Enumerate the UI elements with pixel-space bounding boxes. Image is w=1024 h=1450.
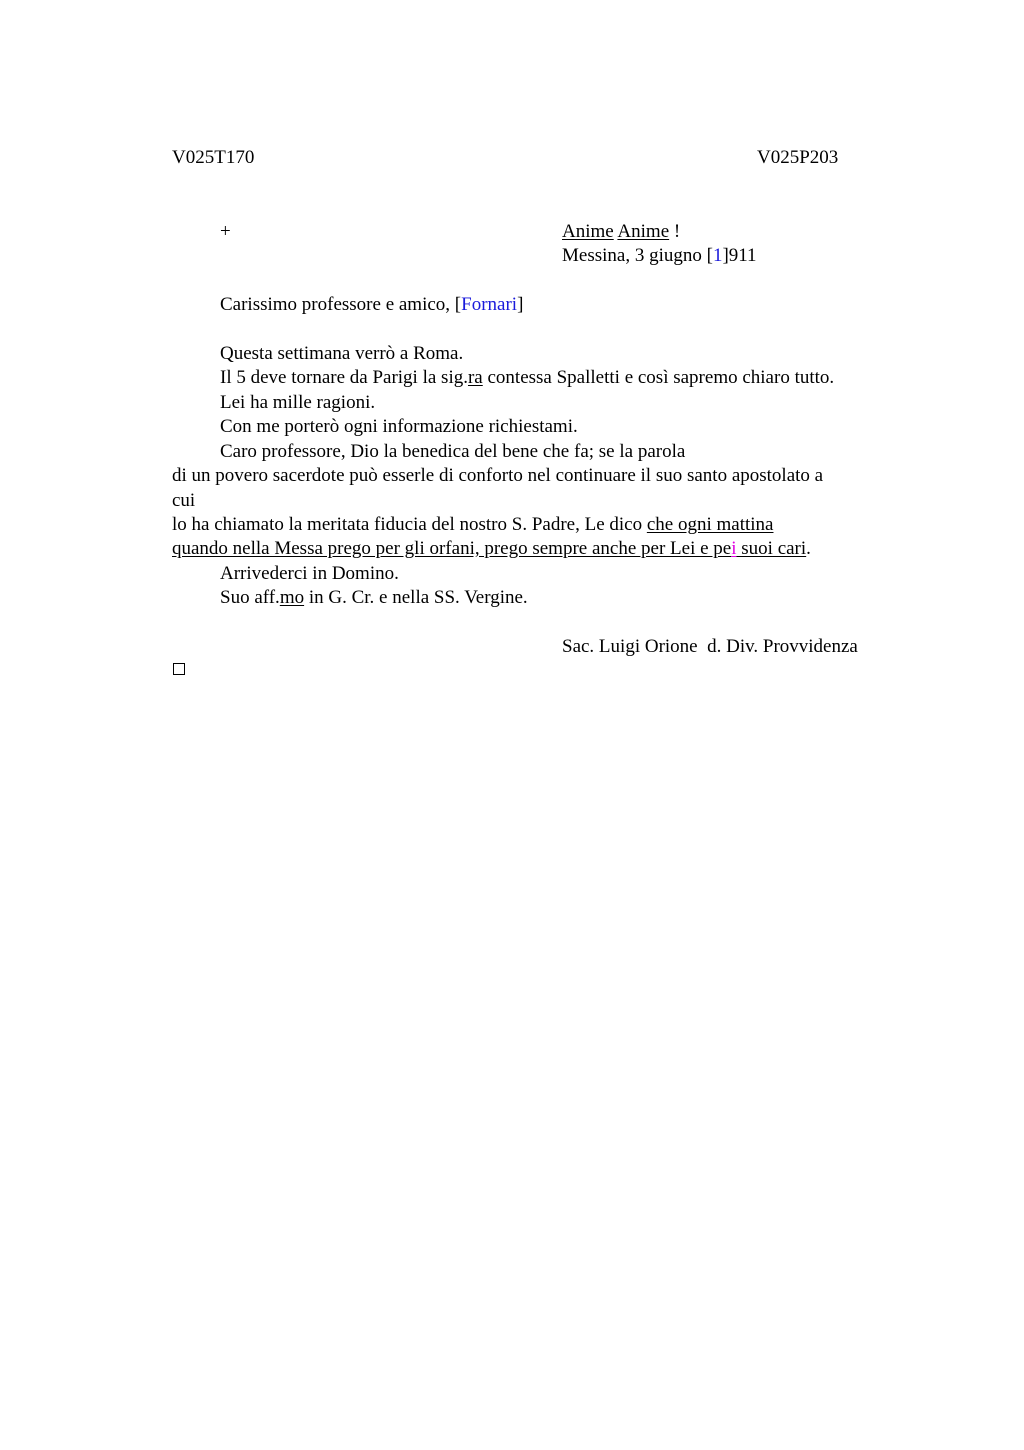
body-line-2-pre: Il 5 deve tornare da Parigi la sig.	[220, 367, 468, 388]
dateline	[562, 244, 757, 268]
body-line-5: Caro professore, Dio la benedica del bene che fa; se la parola	[220, 441, 686, 462]
body-line-11-pre: Suo aff.	[220, 587, 280, 608]
body-line-11-post: in G. Cr. e nella SS. Vergine.	[304, 587, 528, 608]
signature: Sac. Luigi Orione d. Div. Provvidenza	[562, 636, 858, 657]
body-line-3: Lei ha mille ragioni.	[220, 392, 376, 413]
salutation	[220, 293, 523, 317]
body-line-1: Questa settimana verrò a Roma.	[220, 343, 464, 364]
motto-word-2: Anime	[617, 221, 670, 242]
body-line-10: Arrivederci in Domino.	[220, 563, 399, 584]
body-line-9-underlined-2: suoi cari	[736, 538, 807, 559]
dateline-insert: 1	[712, 245, 723, 266]
body-line-4: Con me porterò ogni informazione richiestami.	[220, 416, 578, 437]
body-line-9-insert: i	[731, 538, 737, 559]
end-square-icon	[173, 663, 185, 675]
body-line-6: di un povero sacerdote può esserle di conforto nel continuare il suo santo apostolato a	[172, 465, 824, 486]
body-line-11	[220, 586, 528, 610]
cross-mark: +	[220, 221, 231, 242]
motto-exclaim: !	[673, 221, 681, 242]
body-line-8-pre: lo ha chiamato la meritata fiducia del nostro S. Padre, Le dico	[172, 514, 647, 535]
body-line-9-end: .	[806, 538, 811, 559]
body-line-9-underlined-1: quando nella Messa prego per gli orfani, prego sempre anche per Lei e pe	[172, 538, 732, 559]
body-line-9	[172, 537, 811, 561]
dateline-post: ]911	[722, 245, 757, 266]
salutation-post: ]	[517, 294, 524, 315]
body-line-2	[220, 366, 834, 390]
salutation-pre: Carissimo professore e amico, [	[220, 294, 462, 315]
body-line-2-post: contessa Spalletti e così sapremo chiaro tutto.	[482, 367, 835, 388]
body-line-2-abbrev: ra	[467, 367, 483, 388]
dateline-pre: Messina, 3 giugno [	[562, 245, 713, 266]
body-line-8	[172, 513, 773, 537]
body-line-11-abbrev: mo	[279, 587, 305, 608]
motto	[562, 220, 680, 244]
motto-word-1: Anime	[562, 221, 614, 242]
document-code-right: V025P203	[757, 147, 839, 168]
body-line-8-underlined: che ogni mattina	[646, 514, 774, 535]
document-code-left: V025T170	[172, 147, 255, 168]
body-line-7: cui	[172, 490, 196, 511]
salutation-name: Fornari	[461, 294, 518, 315]
